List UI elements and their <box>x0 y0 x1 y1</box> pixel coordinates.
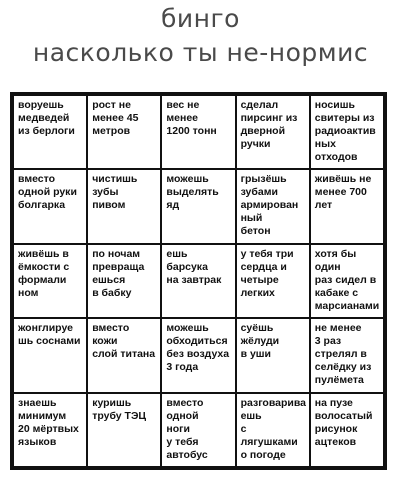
bingo-cell[interactable] <box>310 393 384 467</box>
title-line-2: насколько ты не-нормис <box>32 38 369 67</box>
cell-text: воруешь медведей из берлоги <box>18 99 75 137</box>
cell-text: можешь обходиться без воздуха 3 года <box>166 322 230 374</box>
bingo-cell[interactable] <box>310 318 384 392</box>
bingo-cell[interactable] <box>87 318 161 392</box>
bingo-cell[interactable] <box>161 95 235 169</box>
bingo-cell[interactable] <box>161 244 235 318</box>
cell-text: носишь свитеры из радиоактив ных отходов <box>314 99 376 163</box>
bingo-cell[interactable] <box>161 169 235 243</box>
title-line-1: бинго <box>161 4 240 33</box>
cell-text: вес не менее 1200 тонн <box>166 99 217 137</box>
bingo-cell[interactable] <box>87 393 161 467</box>
bingo-cell[interactable] <box>13 318 87 392</box>
cell-text: знаешь минимум 20 мёртвых языков <box>18 396 79 448</box>
bingo-cell[interactable] <box>236 318 310 392</box>
cell-text: у тебя три сердца и четыре легких <box>240 247 294 299</box>
bingo-cell[interactable] <box>310 95 384 169</box>
cell-text: живёшь не менее 700 лет <box>314 173 372 212</box>
cell-text: рост не менее 45 метров <box>92 99 139 137</box>
bingo-cell[interactable] <box>87 244 161 318</box>
bingo-cell[interactable] <box>13 244 87 318</box>
bingo-cell[interactable] <box>236 244 310 318</box>
bingo-board <box>10 92 387 470</box>
cell-text: жонглируе шь соснами <box>18 322 81 348</box>
cell-text: разговарива ешь с лягушками о погоде <box>240 396 307 461</box>
cell-text: вместо одной руки болгарка <box>18 173 77 212</box>
cell-text: вместо кожи слой титана <box>92 322 156 361</box>
cell-text: чистишь зубы пивом <box>92 173 138 212</box>
bingo-cell[interactable] <box>87 169 161 243</box>
bingo-cell[interactable] <box>161 393 235 467</box>
cell-text: суёшь жёлуди в уши <box>240 322 280 361</box>
cell-text: вместо одной ноги у тебя автобус <box>166 396 208 461</box>
bingo-cell[interactable] <box>13 169 87 243</box>
bingo-cell[interactable] <box>13 95 87 169</box>
cell-text: можешь выделять яд <box>166 173 219 212</box>
bingo-cell[interactable] <box>87 95 161 169</box>
cell-text: хотя бы один раз сидел в кабаке с марсианами <box>314 247 380 312</box>
bingo-cell[interactable] <box>310 169 384 243</box>
cell-text: на пузе волосатый рисунок ацтеков <box>314 396 373 448</box>
cell-text: куришь трубу ТЭЦ <box>92 396 147 422</box>
bingo-cell[interactable] <box>310 244 384 318</box>
bingo-cell[interactable] <box>236 393 310 467</box>
bingo-cell[interactable] <box>13 393 87 467</box>
cell-text: сделал пирсинг из дверной ручки <box>240 99 298 150</box>
bingo-cell[interactable] <box>236 95 310 169</box>
bingo-cell[interactable] <box>161 318 235 392</box>
cell-text: ешь барсука на завтрак <box>166 247 222 286</box>
cell-text: не менее 3 раз стрелял в селёдку из пулёмета <box>314 322 372 387</box>
cell-text: живёшь в ёмкости с формали ном <box>18 247 70 299</box>
bingo-cell[interactable] <box>236 169 310 243</box>
cell-text: по ночам превраща ешься в бабку <box>92 247 145 299</box>
cell-text: грызёшь зубами армирован ный бетон <box>240 173 299 238</box>
